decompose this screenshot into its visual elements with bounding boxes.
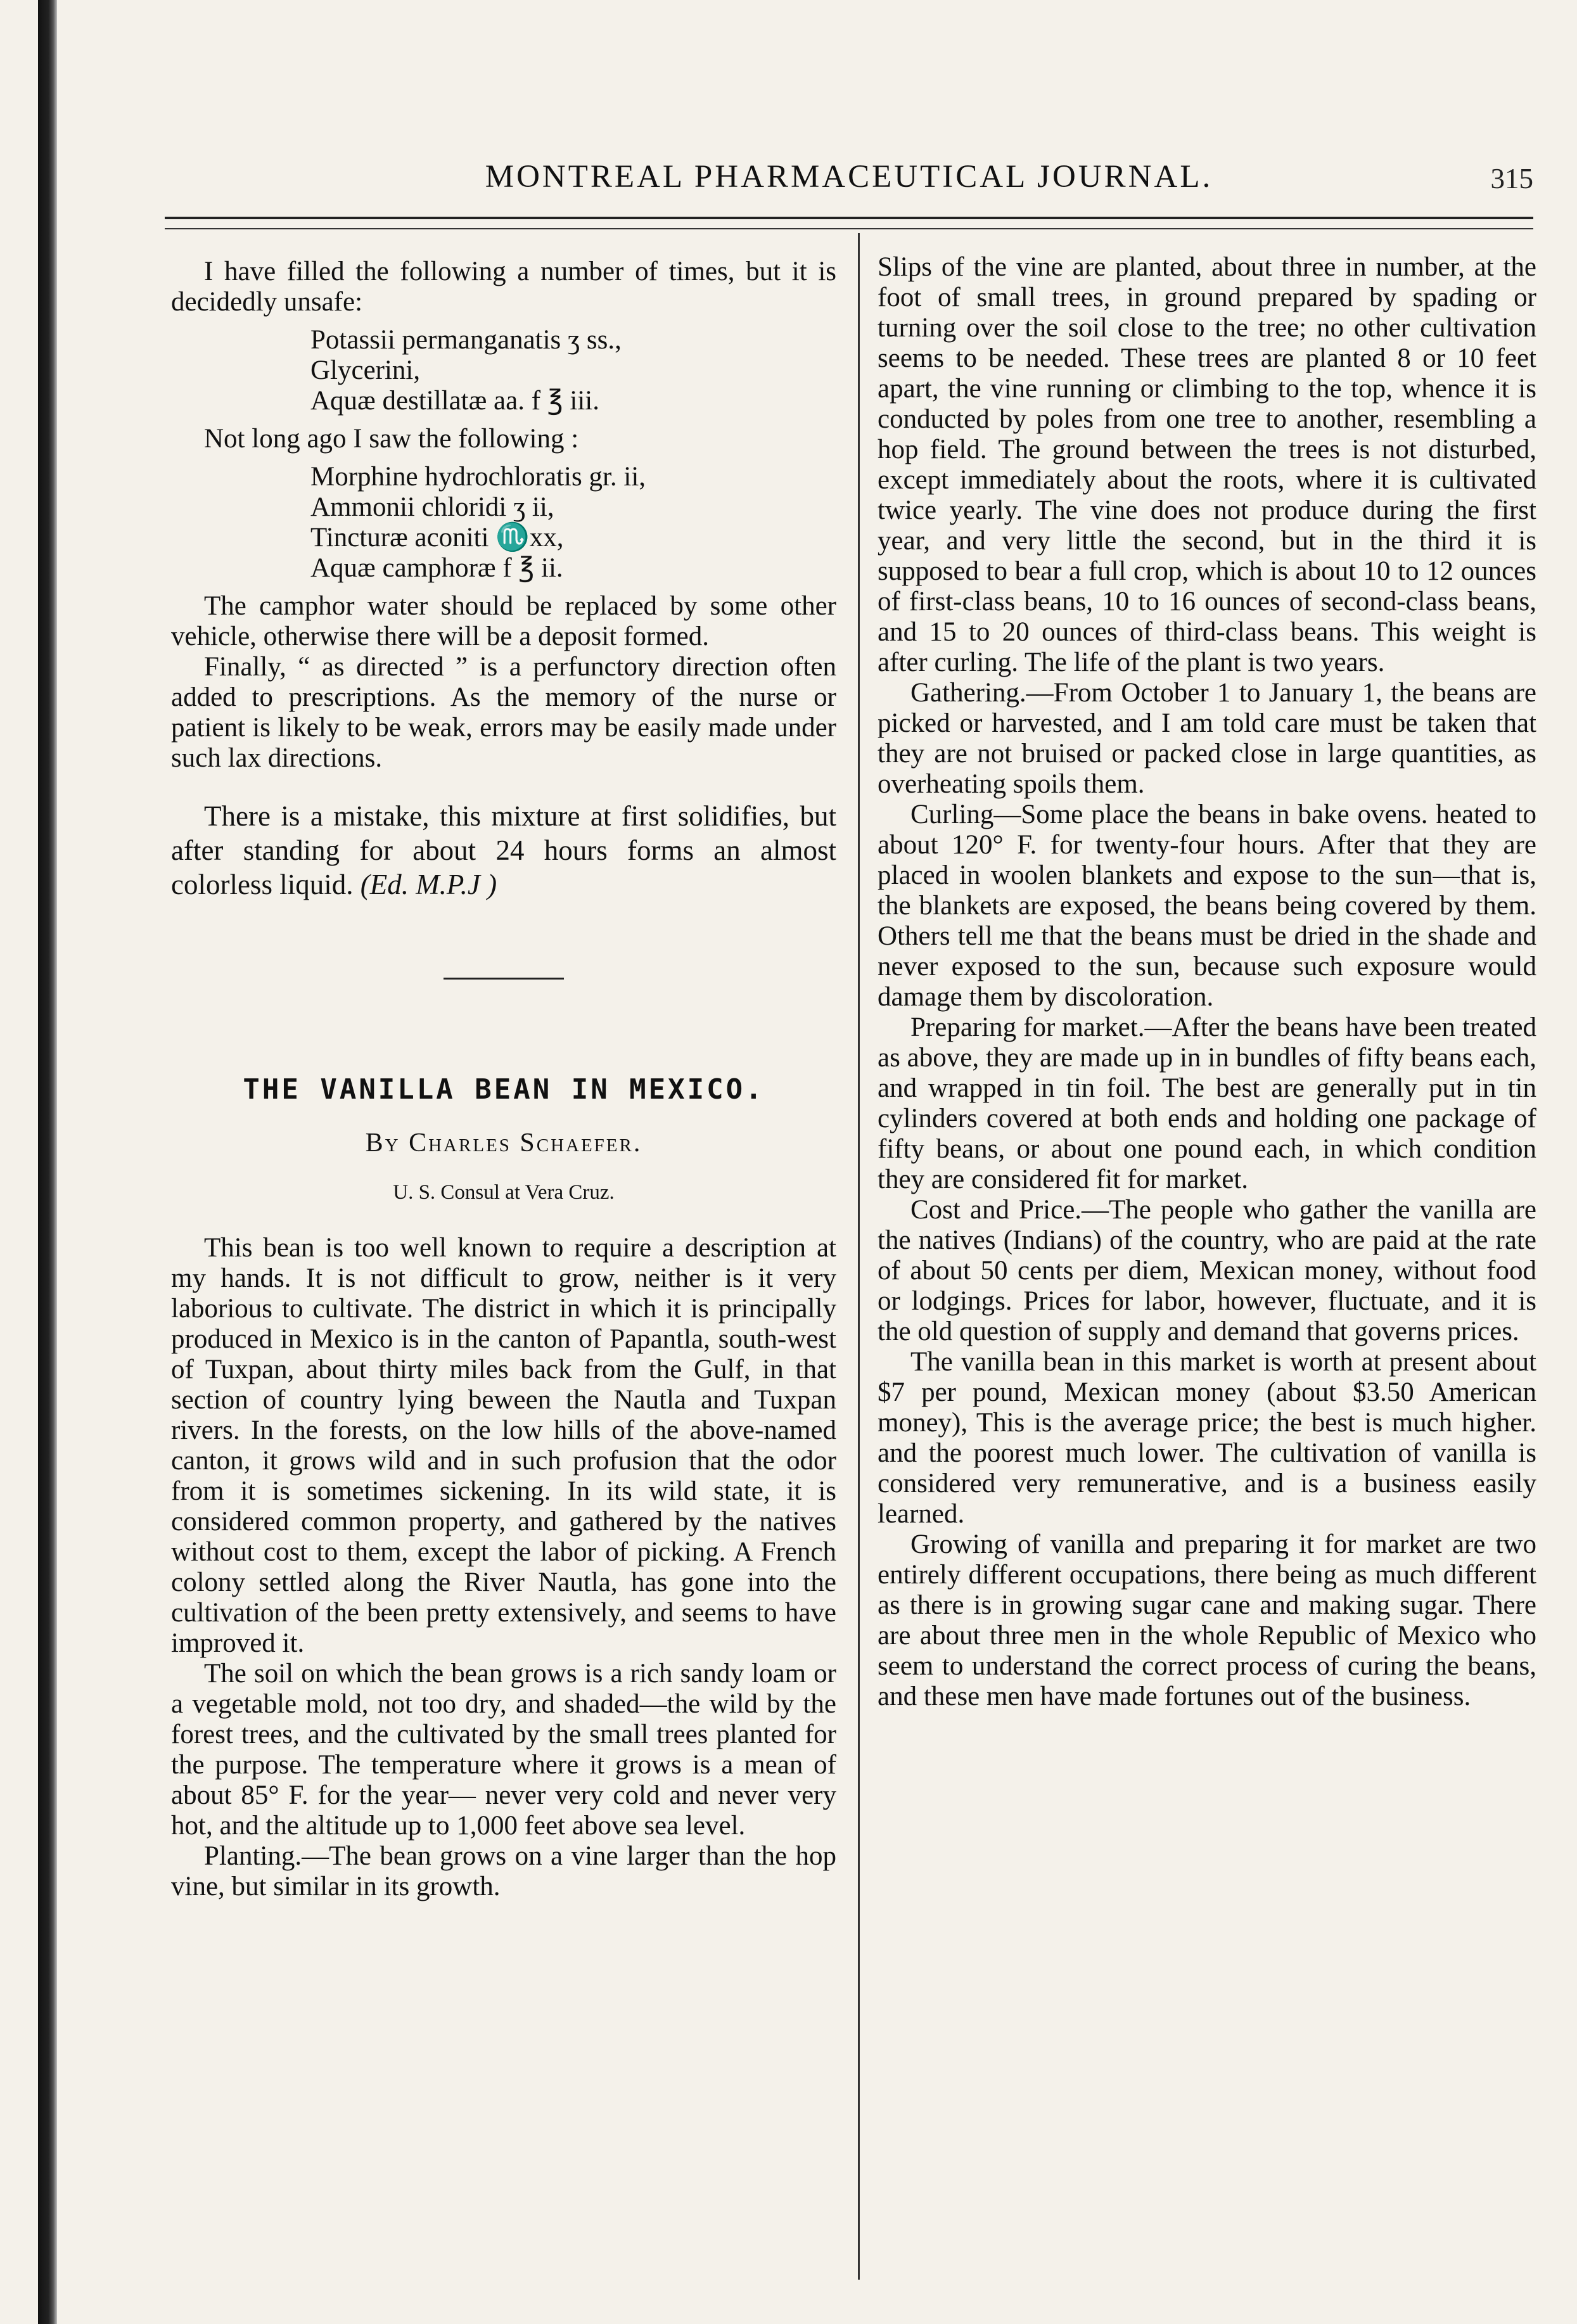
prescription-line: Aquæ destillatæ aa. f ℥ iii. — [310, 386, 599, 416]
paragraph: Not long ago I saw the following : — [204, 424, 579, 454]
paragraph: Slips of the vine are planted, about three in number, at the foot of small trees, in ground prepared by spading or turning over the soil close to the tree; no other cultivation seems to be needed. These trees are planted 8 or 10 feet apart, the vine running or climbing to the top, whence it is conducted by poles from one tree to another, resembling a hop field. The ground between the trees is not disturbed, except immediately about the roots, where it is cultivated twice yearly. The vine does not produce during the first year, and very little the second, but in the third it is supposed to bear a full crop, which is about 10 to 12 ounces of first-class beans, 10 to 16 ounces of second-class beans, and 15 to 20 ounces of third-class beans. This weight is after curling. The life of the plant is two years. — [878, 252, 1536, 677]
article-byline: By Charles Schaefer. — [365, 1128, 642, 1158]
right-column — [878, 252, 1536, 1712]
prescription-line: Potassii permanganatis ʒ ss., — [310, 325, 622, 355]
editor-note-text: There is a mistake, this mixture at first solidifies, but after standing for about 24 hours forms an almost colorless liquid. — [171, 800, 836, 900]
binding-shadow — [38, 0, 57, 2324]
paragraph: Growing of vanilla and preparing it for market are two entirely different occupations, there being as much different as there is in growing sugar cane and making sugar. There are about three men in the whole Republic of Mexico who seem to understand the correct process of curing the beans, and these men have made fortunes out of the business. — [878, 1529, 1536, 1711]
paragraph: This bean is too well known to require a description at my hands. It is not difficult to grow, neither is it very laborious to cultivate. The district in which it is principally produced in Mexico is in the canton of Papantla, south-west of Tuxpan, about thirty miles back from the Gulf, in that section of country lying beween the Nautla and Tuxpan rivers. In the forests, on the low hills of the above-named canton, it grows wild and in such profusion that the odor from it is sometimes sickening. In its wild state, it is considered common property, and gathered by the natives without cost to them, except the labor of picking. A French colony settled along the River Nautla, has gone into the cultivation of the been pretty extensively, and seems to have improved it. — [171, 1233, 836, 1658]
editor-note — [171, 799, 836, 902]
paragraph: Curling—Some place the beans in bake ovens. heated to about 120° F. for twenty-four hours. After that they are placed in woolen blankets and expose to the sun—that is, the blankets are exposed, the beans being covered by them. Others tell me that the beans must be dried in the shade and never exposed to the sun, because such exposure would damage them by discoloration. — [878, 800, 1536, 1012]
prescription-line: Ammonii chloridi ʒ ii, — [310, 492, 554, 522]
editor-signature: (Ed. M.P.J ) — [360, 869, 497, 900]
article-title: THE VANILLA BEAN IN MEXICO. — [243, 1073, 765, 1106]
section-separator — [444, 978, 564, 980]
column-divider — [858, 233, 860, 2280]
prescription-line: Aquæ camphoræ f ℥ ii. — [310, 553, 563, 583]
author-affiliation: U. S. Consul at Vera Cruz. — [393, 1181, 615, 1204]
paragraph: Finally, “ as directed ” is a perfunctory direction often added to prescriptions. As the memory of the nurse or patient is likely to be weak, errors may be easily made under such lax directions. — [171, 652, 836, 773]
paragraph: The soil on which the bean grows is a rich sandy loam or a vegetable mold, not too dry, and shaded—the wild by the forest trees, and the cultivated by the small trees planted for the purpose. The temperature where it grows is a mean of about 85° F. for the year— never very cold and never very hot, and the altitude up to 1,000 feet above sea level. — [171, 1659, 836, 1841]
page-number: 315 — [1490, 163, 1533, 195]
paragraph: The vanilla bean in this market is worth at present about $7 per pound, Mexican money (about $3.50 American money), This is the average price; the best is much higher. and the poorest much lower. The cultivation of vanilla is considered very remunerative, and is a business easily learned. — [878, 1347, 1536, 1529]
prescription-line: Glycerini, — [310, 355, 421, 385]
page-header — [165, 158, 1533, 209]
paragraph: The camphor water should be replaced by some other vehicle, otherwise there will be a deposit formed. — [171, 591, 836, 651]
paragraph: I have filled the following a number of times, but it is decidedly unsafe: — [171, 257, 836, 317]
prescription-1 — [171, 325, 836, 416]
paragraph: Cost and Price.—The people who gather the vanilla are the natives (Indians) of the country, who are paid at the rate of about 50 cents per diem, Mexican money, without food or lodgings. Prices for labor, however, fluctuate, and it is the old question of supply and demand that governs prices. — [878, 1195, 1536, 1346]
prescription-line: Tincturæ aconiti ♏xx, — [310, 523, 564, 552]
prescription-2 — [171, 462, 836, 584]
paragraph: Planting.—The bean grows on a vine larger than the hop vine, but similar in its growth. — [171, 1841, 836, 1901]
paragraph: Preparing for market.—After the beans have been treated as above, they are made up in in bundles of fifty beans each, and wrapped in tin foil. The best are generally put in tin cylinders covered at both ends and holding one package of fifty beans, or about one pound each, in which condition they are considered fit for market. — [878, 1012, 1536, 1194]
prescription-line: Morphine hydrochloratis gr. ii, — [310, 462, 646, 492]
paragraph: Gathering.—From October 1 to January 1, the beans are picked or harvested, and I am told care must be taken that they are not bruised or packed close in large quantities, as overheating spoils them. — [878, 678, 1536, 799]
left-column — [171, 257, 836, 1902]
header-rule — [165, 217, 1533, 229]
running-head: MONTREAL PHARMACEUTICAL JOURNAL. — [485, 159, 1213, 195]
